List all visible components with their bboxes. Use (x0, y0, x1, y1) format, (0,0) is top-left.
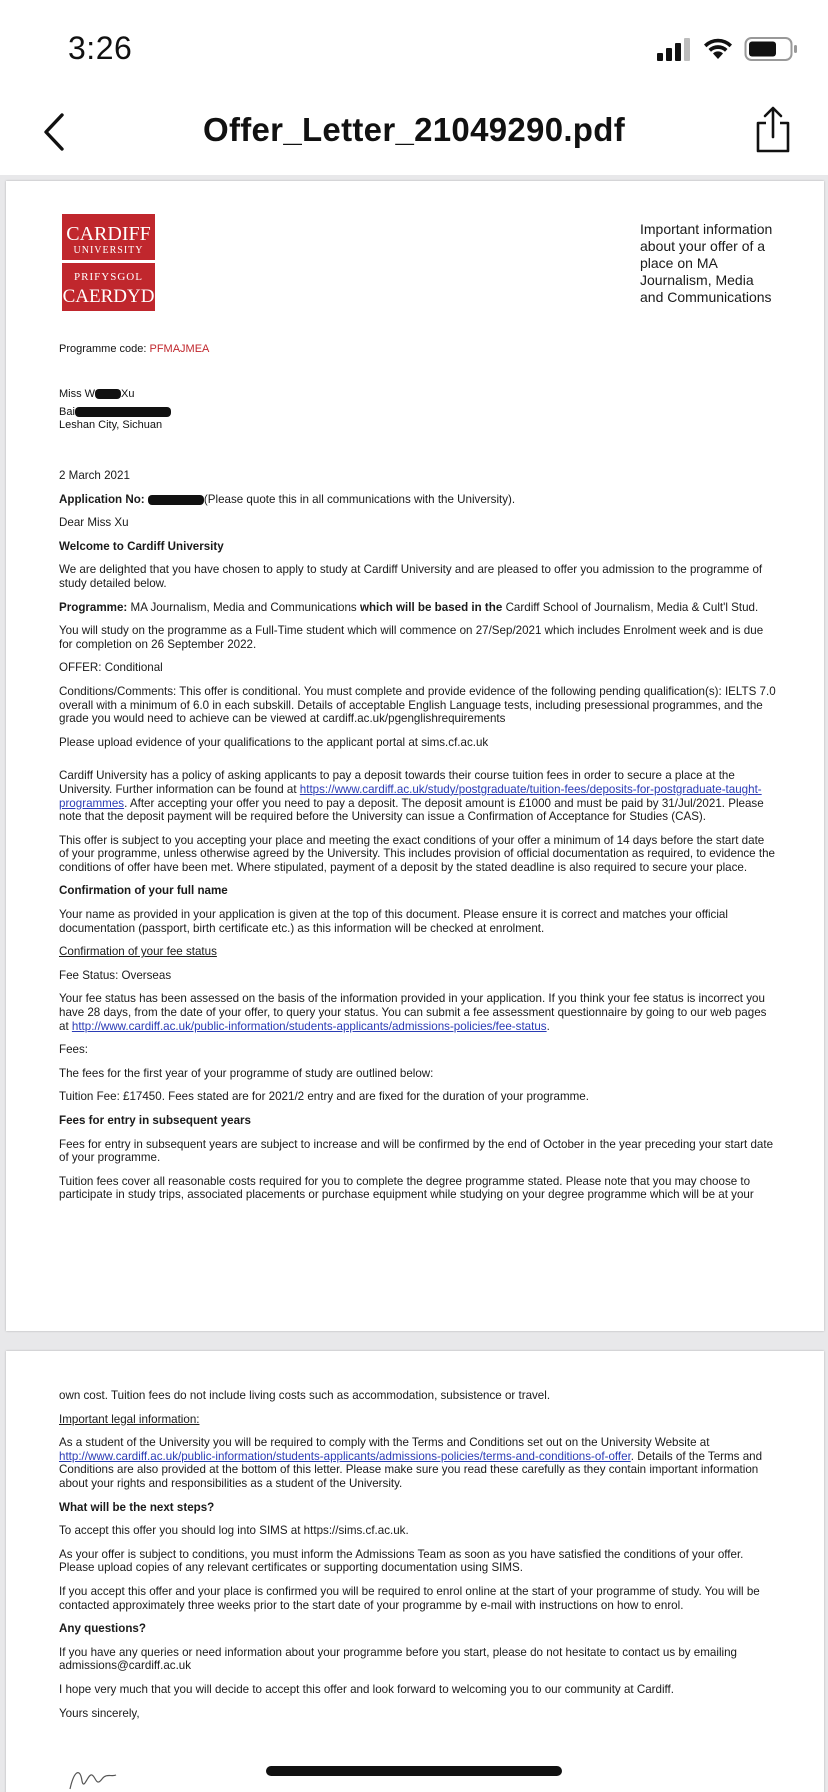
paragraph-delighted: We are delighted that you have chosen to apply to study at Cardiff University and are pleased to offer you admission to the programme of study detailed below. (59, 563, 763, 590)
home-indicator[interactable] (266, 1766, 562, 1776)
paragraph-tuition-cover: Tuition fees cover all reasonable costs required for you to complete the degree programme stated. Please note that you may choose to participate in study trips, associated placements or purchase equipment while studying on your degree programme which will be at your (59, 1174, 754, 1202)
letter-body-page1 (59, 469, 777, 1212)
recipient-name-start: Miss W (59, 388, 96, 400)
feestatus-text-b: . (546, 1019, 550, 1033)
paragraph-accept: To accept this offer you should log into SIMS at https://sims.cf.ac.uk. (59, 1524, 409, 1538)
fee-status: Fee Status: Overseas (59, 968, 172, 982)
recipient-name-end: Xu (121, 388, 135, 400)
fullname-heading: Confirmation of your full name (59, 884, 228, 898)
feestatus-text-a: Your fee status has been assessed on the basis of the information provided in your application. If you think your fee status is incorrect you have 28 days, from the date of your offer, to query your status. You can submit a fee assessment questionnaire by going to our web pages at (59, 992, 767, 1033)
closing: Yours sincerely, (59, 1706, 140, 1720)
letter-date: 2 March 2021 (59, 469, 130, 482)
paragraph-upload: Please upload evidence of your qualifications to the applicant portal at sims.cf.ac.uk (59, 735, 489, 749)
programme-code-value: PFMAJMEA (149, 343, 210, 355)
redaction-mark (95, 389, 121, 399)
programme-code (59, 343, 209, 355)
programme-name: MA Journalism, Media and Communications (130, 600, 357, 614)
deposit-text-b: . After accepting your offer you need to pay a deposit. The deposit amount is £1000 and must be paid by 31/Jul/2021. Please note that the deposit payment will be required before the University can issue a Confirmation of Acceptance for Studies (CAS). (59, 796, 764, 824)
legal-link[interactable]: http://www.cardiff.ac.uk/public-information/students-applicants/admissions-policies/terms-and-conditions-of-offer (59, 1449, 631, 1463)
paragraph-own-cost: own cost. Tuition fees do not include living costs such as accommodation, subsistence or travel. (59, 1389, 551, 1402)
recipient-address (59, 388, 171, 432)
paragraph-subject: This offer is subject to you accepting your place and meeting the exact conditions of your offer a minimum of 14 days before the start date of your programme, unless otherwise agreed by the University. This includes provision of official documentation as required, to evidence the conditions of offer have been met. Where stipulated, payment of a deposit by the stated deadline is also required to secure your place. (59, 833, 775, 874)
status-time: 3:26 (68, 30, 133, 66)
address-line-2-start: Bai (59, 406, 75, 418)
programme-line (59, 601, 777, 615)
salutation: Dear Miss Xu (59, 516, 129, 530)
application-number-note: (Please quote this in all communications with the University). (203, 492, 516, 506)
welcome-heading: Welcome to Cardiff University (59, 539, 224, 553)
paragraph-fees-outlined: The fees for the first year of your programme of study are outlined below: (59, 1066, 434, 1080)
based-in: which will be based in the (359, 600, 503, 614)
paragraph-inform: As your offer is subject to conditions, you must inform the Admissions Team as soon as you have satisfied the conditions of your offer. Please upload copies of any relevant certificates or supporting documentation using SIMS. (59, 1547, 744, 1575)
deposit-text-a: Cardiff University has a policy of asking applicants to pay a deposit towards their course tuition fees in order to secure a place at the University. Further information can be found at (59, 769, 735, 796)
offer-status: OFFER: Conditional (59, 661, 163, 675)
tuition-fee: Tuition Fee: £17450. Fees stated are for 2021/2 entry and are fixed for the duration of your programme. (59, 1090, 589, 1104)
wifi-icon (702, 37, 734, 61)
logo-line3: PRIFYSGOL (74, 271, 143, 283)
offer-info-box: Important information about your offer of a place on MA Journalism, Media and Communications (640, 221, 773, 305)
document-title: Offer_Letter_21049290.pdf (202, 111, 626, 148)
fees-label: Fees: (59, 1043, 88, 1057)
signal-icon (656, 37, 692, 61)
legal-text-a: As a student of the University you will be required to comply with the Terms and Conditions set out on the University Website at (59, 1436, 710, 1450)
questions-heading: Any questions? (59, 1622, 146, 1636)
legal-heading: Important legal information: (59, 1412, 200, 1426)
paragraph-deposit (59, 769, 777, 823)
cardiff-university-logo (62, 214, 155, 311)
paragraph-study: You will study on the programme as a Full-Time student which will commence on 27/Sep/2021 which includes Enrolment week and is due for completion on 26 September 2022. (59, 624, 764, 651)
logo-line4: CAERDYD (62, 286, 155, 307)
paragraph-conditions: Conditions/Comments: This offer is conditional. You must complete and provide evidence of the following pending qualification(s): IELTS 7.0 overall with a minimum of 6.0 in each subskill. Details of acceptable English Language tests, including presessional programmes, and the grade you would need to achieve can be viewed at cardiff.ac.uk/pgenglishrequirements (59, 684, 776, 726)
programme-code-label: Programme code: (59, 343, 147, 355)
signature-scribble (66, 1763, 126, 1792)
paragraph-legal (59, 1436, 777, 1490)
status-bar (0, 0, 828, 95)
legal-text-b: . Details of the Terms and Conditions are also provided at the bottom of this letter. Please make sure you read these carefully as they contain important information about your rights and responsibilities as a student of the University. (59, 1449, 763, 1490)
paragraph-enrol: If you accept this offer and your place is confirmed you will be required to enrol online at the start of your programme of study. You will be contacted approximately three weeks prior to the start date of your programme by e-mail with instructions on how to enrol. (59, 1584, 760, 1612)
status-icons (656, 36, 798, 62)
deposit-link[interactable]: https://www.cardiff.ac.uk/study/postgraduate/tuition-fees/deposits-for-postgraduate-taught-programmes (59, 782, 762, 810)
application-number-label: Application No: (59, 492, 145, 506)
paragraph-fullname: Your name as provided in your application is given at the top of this document. Please ensure it is correct and matches your official documentation (passport, birth certificate etc.) as this information will be checked at enrolment. (59, 908, 728, 935)
paragraph-hope: I hope very much that you will decide to accept this offer and look forward to welcoming you to our community at Cardiff. (59, 1682, 674, 1696)
share-icon[interactable] (752, 105, 794, 155)
navigation-bar (0, 95, 828, 175)
logo-line1: CARDIFF (66, 223, 151, 245)
logo-line2: UNIVERSITY (73, 245, 144, 256)
pdf-viewer[interactable] (0, 175, 828, 1792)
redaction-mark (75, 407, 171, 417)
address-line-3: Leshan City, Sichuan (59, 419, 163, 431)
feestatus-link[interactable]: http://www.cardiff.ac.uk/public-information/students-applicants/admissions-policies/fee-status (71, 1019, 547, 1033)
recipient-name (59, 388, 171, 401)
paragraph-feestatus (59, 992, 777, 1033)
next-steps-heading: What will be the next steps? (59, 1500, 215, 1514)
school-name: Cardiff School of Journalism, Media & Cult'l Stud. (505, 600, 759, 614)
feestatus-heading: Confirmation of your fee status (59, 945, 217, 959)
letter-body-page2 (59, 1389, 777, 1730)
paragraph-questions: If you have any queries or need information about your programme before you start, please do not hesitate to contact us by emailing admissions@cardiff.ac.uk (59, 1645, 737, 1673)
subsequent-heading: Fees for entry in subsequent years (59, 1114, 252, 1127)
battery-icon (744, 36, 798, 62)
application-number (59, 493, 777, 507)
pdf-page-1 (6, 181, 824, 1331)
programme-label: Programme: (59, 600, 128, 614)
redaction-mark (148, 495, 204, 505)
pdf-page-2 (6, 1351, 824, 1792)
address-line-2 (59, 406, 171, 419)
paragraph-subsequent: Fees for entry in subsequent years are subject to increase and will be confirmed by the end of October in the year preceding your start date of your programme. (59, 1137, 774, 1165)
